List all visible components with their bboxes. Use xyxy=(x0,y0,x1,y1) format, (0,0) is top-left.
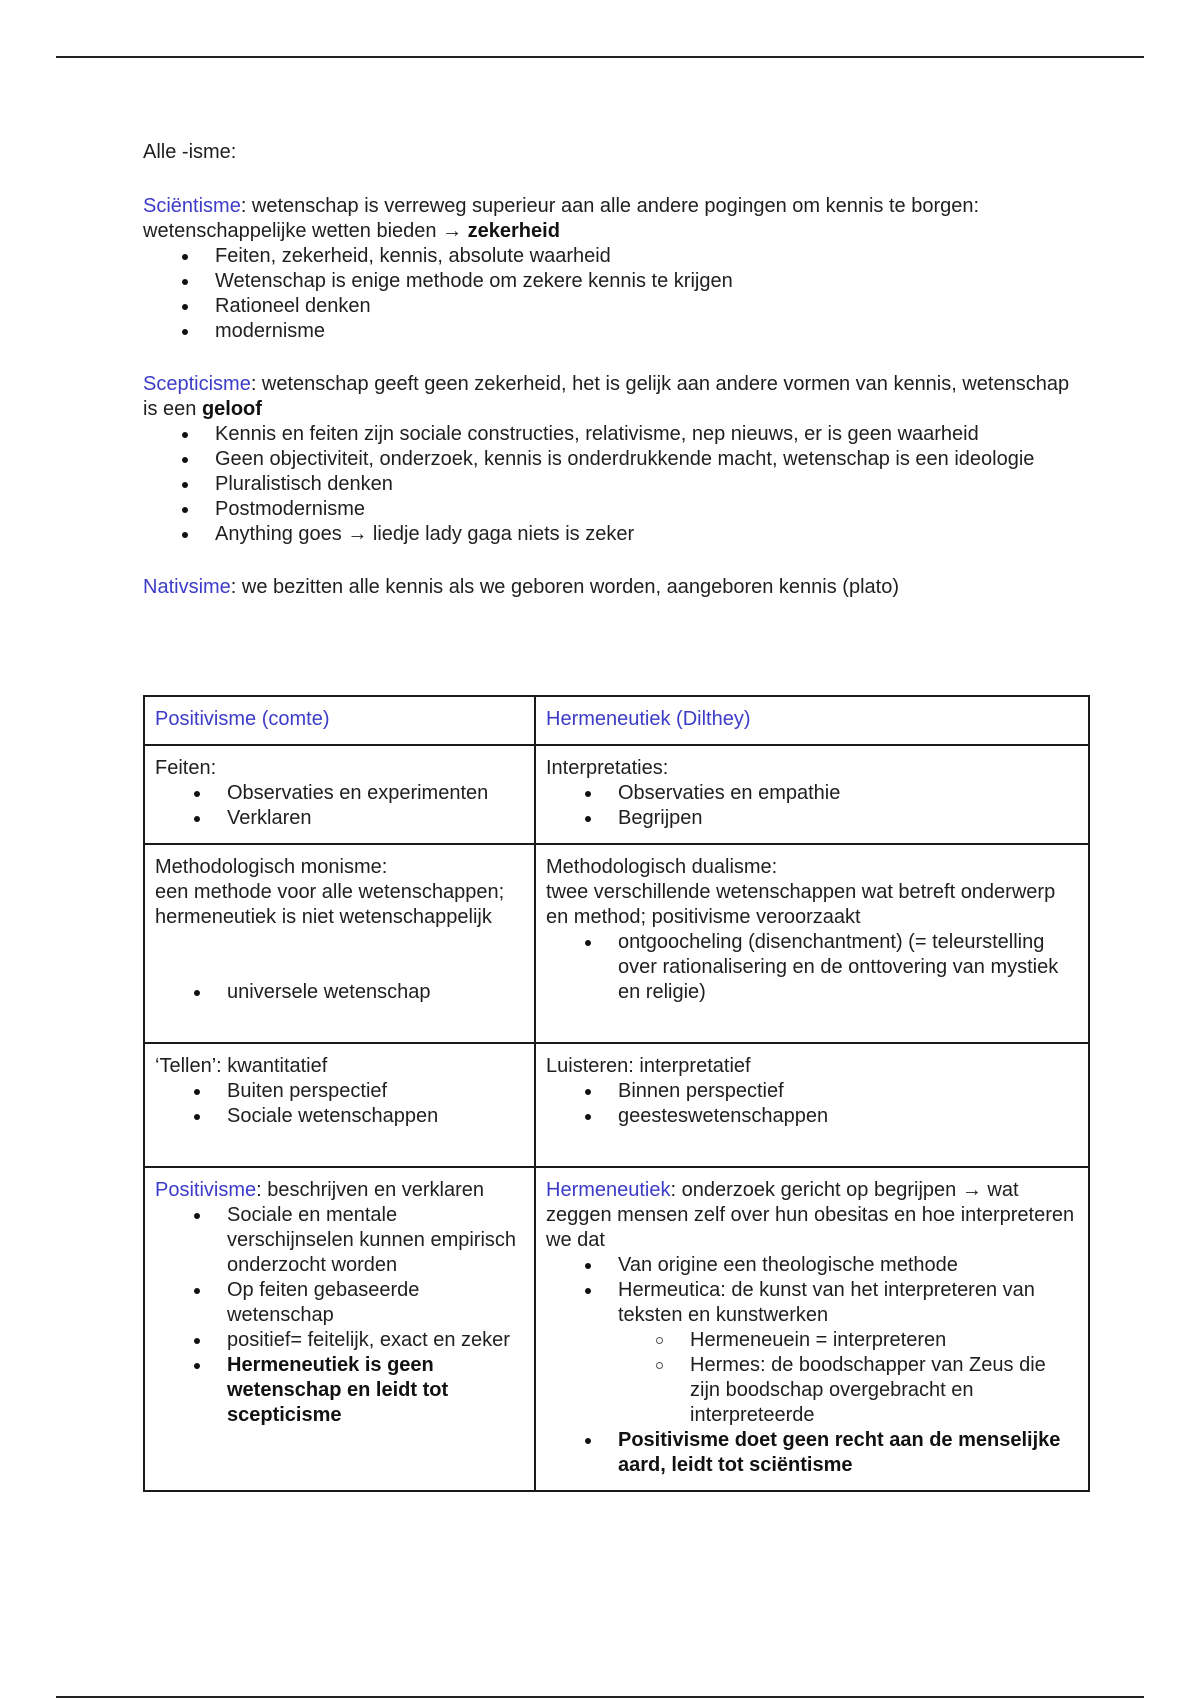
scientisme-term: Sciëntisme xyxy=(143,195,241,217)
table-row xyxy=(144,844,1089,1043)
sub-list xyxy=(618,1328,1078,1428)
scepticisme-definition xyxy=(143,372,1088,422)
header-left-label: Positivisme (comte) xyxy=(155,708,330,730)
cell-text: twee verschillende wetenschappen wat betreft onderwerp en method; positivisme veroorzaakt xyxy=(546,881,1056,928)
header-right-label: Hermeneutiek (Dilthey) xyxy=(546,708,751,730)
list-item: Sociale en mentale verschijnselen kunnen empirisch onderzocht worden xyxy=(227,1203,524,1278)
bold-bullet: Positivisme doet geen recht aan de menselijke aard, leidt tot sciëntisme xyxy=(618,1429,1061,1476)
sub-list-item: Hermes: de boodschapper van Zeus die zijn boodschap overgebracht en interpreteerde xyxy=(690,1353,1078,1428)
table-cell xyxy=(144,1043,535,1167)
cell-spacer xyxy=(155,930,524,980)
scepticisme-bold: geloof xyxy=(201,398,262,420)
header-hermeneutiek xyxy=(535,696,1089,745)
table-cell xyxy=(535,1167,1089,1491)
cell-title: ‘Tellen’: kwantitatief xyxy=(155,1055,328,1077)
list-item: Verklaren xyxy=(227,806,524,831)
cell-list xyxy=(546,1079,1078,1129)
comparison-table xyxy=(143,695,1090,1492)
list-item xyxy=(618,1428,1078,1478)
list-item: geesteswetenschappen xyxy=(618,1104,1078,1129)
scientisme-definition xyxy=(143,194,1088,244)
hermeneutiek-text: : onderzoek gericht op begrijpen → wat zeggen mensen zelf over hun obesitas en hoe interpreteren we dat xyxy=(546,1179,1075,1251)
list-item-text: Hermeutica: de kunst van het interpreteren van teksten en kunstwerken xyxy=(618,1279,1035,1326)
cell-title: Luisteren: interpretatief xyxy=(546,1055,751,1077)
cell-list xyxy=(546,1253,1078,1478)
cell-title: Feiten: xyxy=(155,757,217,779)
list-item: Op feiten gebaseerde wetenschap xyxy=(227,1278,524,1328)
header-positivisme xyxy=(144,696,535,745)
cell-title: Methodologisch monisme: xyxy=(155,856,388,878)
cell-list xyxy=(155,1079,524,1129)
cell-title xyxy=(546,1178,1078,1253)
list-item xyxy=(618,1278,1078,1428)
table-cell xyxy=(144,745,535,844)
cell-list xyxy=(155,980,524,1005)
cell-title xyxy=(155,1178,524,1203)
top-rule xyxy=(56,56,1144,58)
list-item: Van origine een theologische methode xyxy=(618,1253,1078,1278)
bold-bullet: Hermeneutiek is geen wetenschap en leidt tot scepticisme xyxy=(227,1354,449,1426)
list-item: Pluralistisch denken xyxy=(215,472,1088,497)
list-item: universele wetenschap xyxy=(227,980,524,1005)
scepticisme-list xyxy=(143,422,1088,547)
list-item: Kennis en feiten zijn sociale constructies, relativisme, nep nieuws, er is geen waarheid xyxy=(215,422,1088,447)
list-item: Geen objectiviteit, onderzoek, kennis is onderdrukkende macht, wetenschap is een ideologie xyxy=(215,447,1088,472)
cell-text: een methode voor alle wetenschappen; hermeneutiek is niet wetenschappelijk xyxy=(155,881,505,928)
list-item: Wetenschap is enige methode om zekere kennis te krijgen xyxy=(215,269,1088,294)
list-item: ontgoocheling (disenchantment) (= teleurstelling over rationalisering en de onttovering van mystiek en religie) xyxy=(618,930,1078,1005)
cell-list xyxy=(155,1203,524,1428)
list-item: Buiten perspectief xyxy=(227,1079,524,1104)
section-scientisme xyxy=(143,194,1088,344)
cell-list xyxy=(546,781,1078,831)
sub-list-item: Hermeneuein = interpreteren xyxy=(690,1328,1078,1353)
table-cell xyxy=(144,844,535,1043)
cell-title: Interpretaties: xyxy=(546,757,669,779)
scepticisme-text: : wetenschap geeft geen zekerheid, het is gelijk aan andere vormen van kennis, wetenschap is een xyxy=(143,373,1070,420)
table-header-row xyxy=(144,696,1089,745)
table-row xyxy=(144,745,1089,844)
table-cell xyxy=(144,1167,535,1491)
table-row xyxy=(144,1043,1089,1167)
table-cell xyxy=(535,745,1089,844)
list-item: positief= feitelijk, exact en zeker xyxy=(227,1328,524,1353)
nativisme-text: : we bezitten alle kennis als we geboren worden, aangeboren kennis (plato) xyxy=(230,576,899,598)
list-item: Observaties en experimenten xyxy=(227,781,524,806)
scientisme-list xyxy=(143,244,1088,344)
list-item: Feiten, zekerheid, kennis, absolute waarheid xyxy=(215,244,1088,269)
bottom-rule xyxy=(56,1696,1144,1698)
table-row xyxy=(144,1167,1089,1491)
document-body xyxy=(143,140,1088,600)
nativisme-term: Nativsime xyxy=(143,576,231,598)
scientisme-text: : wetenschap is verreweg superieur aan alle andere pogingen om kennis te borgen: wetenschappelijke wetten bieden → xyxy=(143,195,980,242)
cell-list xyxy=(155,781,524,831)
list-item: Rationeel denken xyxy=(215,294,1088,319)
list-item: Begrijpen xyxy=(618,806,1078,831)
positivisme-term: Positivisme xyxy=(155,1179,257,1201)
list-item: modernisme xyxy=(215,319,1088,344)
hermeneutiek-term: Hermeneutiek xyxy=(546,1179,671,1201)
scientisme-bold: zekerheid xyxy=(467,220,560,242)
list-item: Sociale wetenschappen xyxy=(227,1104,524,1129)
section-scepticisme xyxy=(143,372,1088,547)
list-item xyxy=(227,1353,524,1428)
nativisme-definition xyxy=(143,575,1088,600)
list-item: Postmodernisme xyxy=(215,497,1088,522)
list-item: Binnen perspectief xyxy=(618,1079,1078,1104)
page-title: Alle -isme: xyxy=(143,141,237,163)
table-cell xyxy=(535,844,1089,1043)
positivisme-text: : beschrijven en verklaren xyxy=(256,1179,485,1201)
list-item: Observaties en empathie xyxy=(618,781,1078,806)
cell-list xyxy=(546,930,1078,1005)
cell-title: Methodologisch dualisme: xyxy=(546,856,778,878)
list-item: Anything goes → liedje lady gaga niets is zeker xyxy=(215,522,1088,547)
table-cell xyxy=(535,1043,1089,1167)
scepticisme-term: Scepticisme xyxy=(143,373,251,395)
